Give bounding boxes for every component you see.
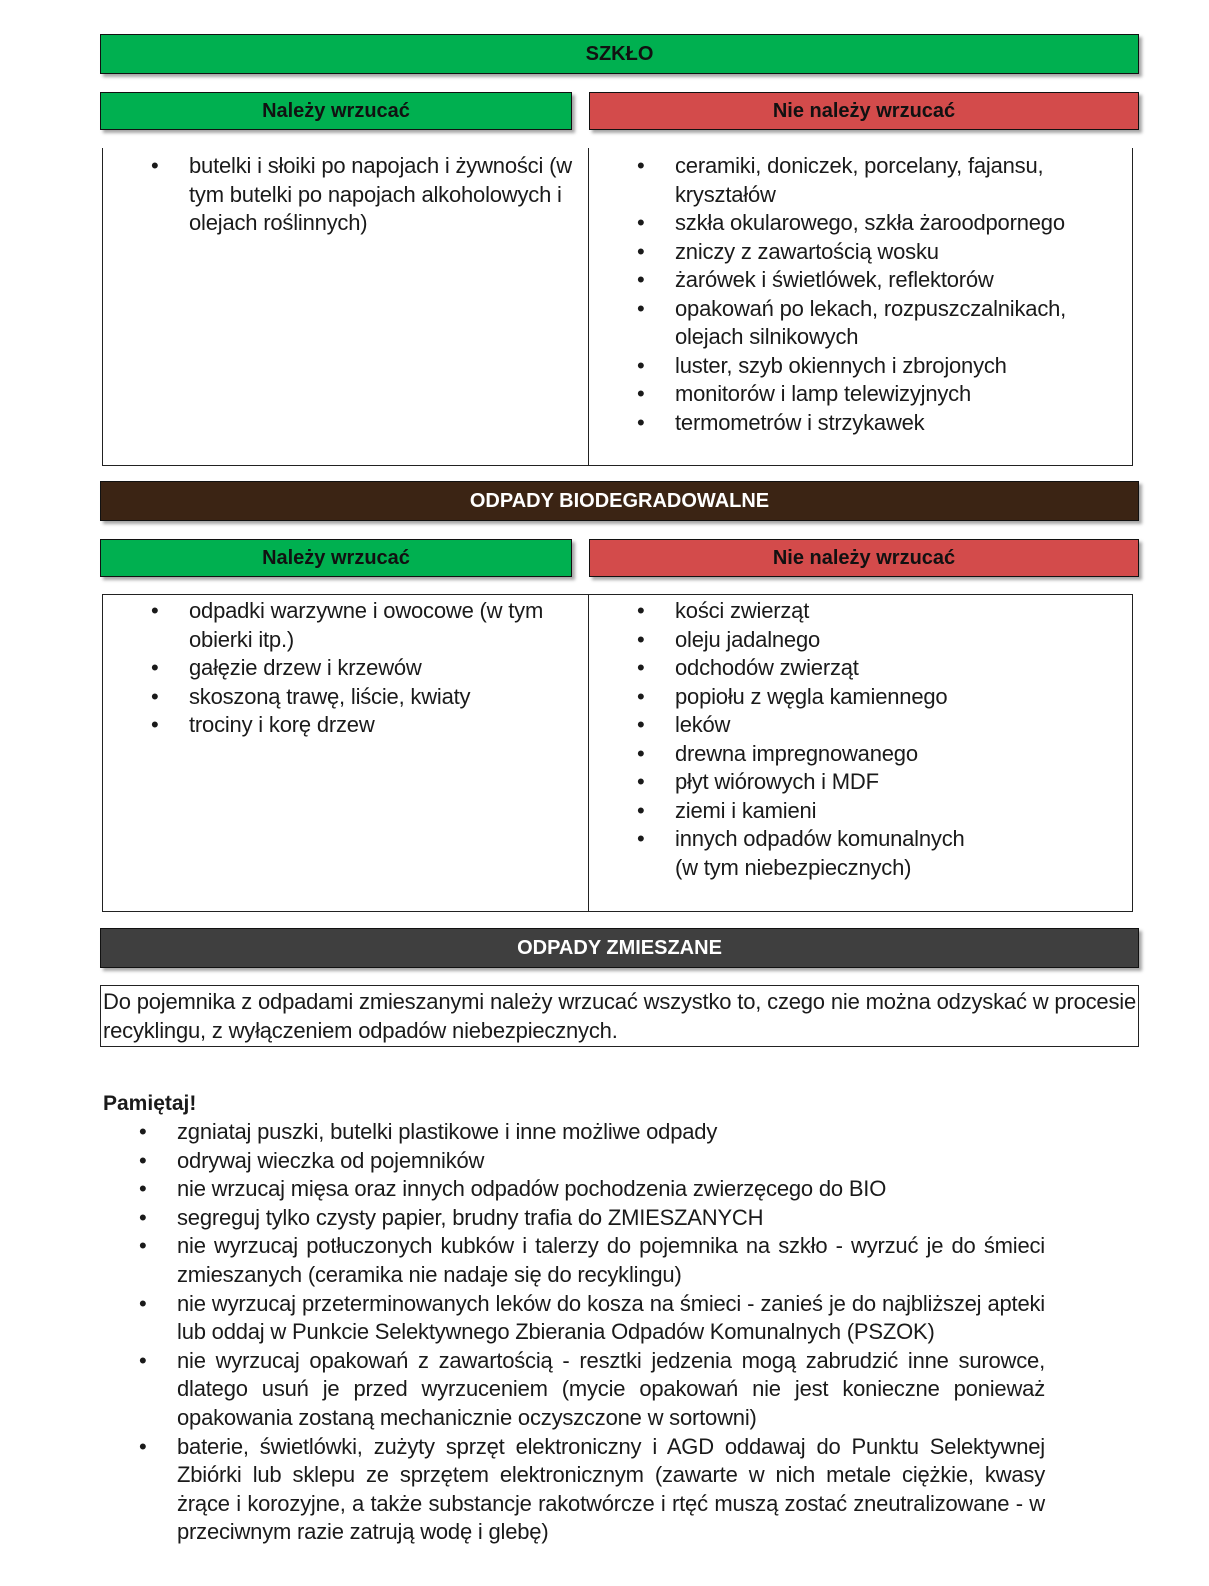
list-item: • termometrów i strzykawek (589, 409, 1124, 438)
glass-allowed-header-label: Należy wrzucać (262, 99, 410, 122)
glass-forbidden-header-label: Nie należy wrzucać (772, 99, 956, 122)
mixed-title: ODPADY ZMIESZANE (517, 936, 722, 959)
list-item: • gałęzie drzew i krzewów (103, 654, 573, 683)
glass-allowed-header (100, 92, 572, 130)
list-item: • żarówek i świetlówek, reflektorów (589, 266, 1124, 295)
list-item: • zgniataj puszki, butelki plastikowe i inne możliwe odpady (103, 1118, 1045, 1147)
list-item: • opakowań po lekach, rozpuszczalnikach, olejach silnikowych (589, 295, 1124, 352)
bio-forbidden-cell (588, 594, 1133, 912)
bio-forbidden-header-label: Nie należy wrzucać (772, 546, 956, 569)
list-item: • innych odpadów komunalnych (w tym niebezpiecznych) (589, 825, 989, 882)
remember-title: Pamiętaj! (103, 1092, 197, 1115)
list-item: • trociny i korę drzew (103, 711, 573, 740)
list-item: • szkła okularowego, szkła żaroodpornego (589, 209, 1124, 238)
bio-allowed-list (103, 597, 573, 740)
list-item: • płyt wiórowych i MDF (589, 768, 989, 797)
list-item: • butelki i słoiki po napojach i żywności (w tym butelki po napojach alkoholowych i olejach roślinnych) (103, 152, 573, 238)
list-item: • popiołu z węgla kamiennego (589, 683, 989, 712)
list-item: • leków (589, 711, 989, 740)
list-item: • skoszoną trawę, liście, kwiaty (103, 683, 573, 712)
list-item: • nie wrzucaj mięsa oraz innych odpadów pochodzenia zwierzęcego do BIO (103, 1175, 1045, 1204)
list-item: • nie wyrzucaj przeterminowanych leków do kosza na śmieci - zanieś je do najbliższej apteki lub oddaj w Punkcie Selektywnego Zbierania Odpadów Komunalnych (PSZOK) (103, 1290, 1045, 1347)
bio-section-header (100, 481, 1139, 521)
list-item: • ziemi i kamieni (589, 797, 989, 826)
list-item: • luster, szyb okiennych i zbrojonych (589, 352, 1124, 381)
bio-forbidden-list (589, 597, 989, 882)
glass-forbidden-cell (588, 148, 1133, 466)
list-item: • nie wyrzucaj potłuczonych kubków i talerzy do pojemnika na szkło - wyrzuć je do śmieci zmieszanych (ceramika nie nadaje się do recyklingu) (103, 1232, 1045, 1289)
list-item: • ceramiki, doniczek, porcelany, fajansu, kryształów (589, 152, 1124, 209)
bio-allowed-cell (102, 594, 589, 912)
bio-allowed-header (100, 539, 572, 577)
list-item: • zniczy z zawartością wosku (589, 238, 1124, 267)
list-item: • oleju jadalnego (589, 626, 989, 655)
list-item: • odrywaj wieczka od pojemników (103, 1147, 1045, 1176)
list-item: • segreguj tylko czysty papier, brudny trafia do ZMIESZANYCH (103, 1204, 1045, 1233)
bio-title: ODPADY BIODEGRADOWALNE (469, 489, 770, 512)
list-item: • monitorów i lamp telewizyjnych (589, 380, 1124, 409)
glass-allowed-list (103, 152, 573, 238)
glass-allowed-cell (102, 148, 589, 466)
mixed-section-header (100, 928, 1139, 968)
glass-section-header (100, 34, 1139, 74)
glass-forbidden-list (589, 152, 1124, 437)
list-item: • odpadki warzywne i owocowe (w tym obierki itp.) (103, 597, 573, 654)
mixed-description: Do pojemnika z odpadami zmieszanymi należy wrzucać wszystko to, czego nie można odzyskać w procesie recyklingu, z wyłączeniem odpadów niebezpiecznych. (103, 989, 1136, 1043)
remember-list (103, 1118, 1045, 1547)
list-item: • nie wyrzucaj opakowań z zawartością - resztki jedzenia mogą zabrudzić inne surowce, dlatego usuń je przed wyrzuceniem (mycie opakowań nie jest konieczne ponieważ opakowania zostaną mechanicznie oczyszczone w sortowni) (103, 1347, 1045, 1433)
glass-forbidden-header (589, 92, 1139, 130)
list-item: • kości zwierząt (589, 597, 989, 626)
list-item: • baterie, świetlówki, zużyty sprzęt elektroniczny i AGD oddawaj do Punktu Selektywnej Zbiórki lub sklepu ze sprzętem elektronicznym (zawarte w nich metale ciężkie, kwasy żrące i korozyjne, a także substancje rakotwórcze i rtęć muszą zostać zneutralizowane - w przeciwnym razie zatrują wodę i glebę) (103, 1433, 1045, 1547)
bio-forbidden-header (589, 539, 1139, 577)
glass-title: SZKŁO (585, 42, 654, 65)
mixed-text-box (100, 985, 1139, 1047)
bio-allowed-header-label: Należy wrzucać (262, 546, 410, 569)
list-item: • odchodów zwierząt (589, 654, 989, 683)
list-item: • drewna impregnowanego (589, 740, 989, 769)
